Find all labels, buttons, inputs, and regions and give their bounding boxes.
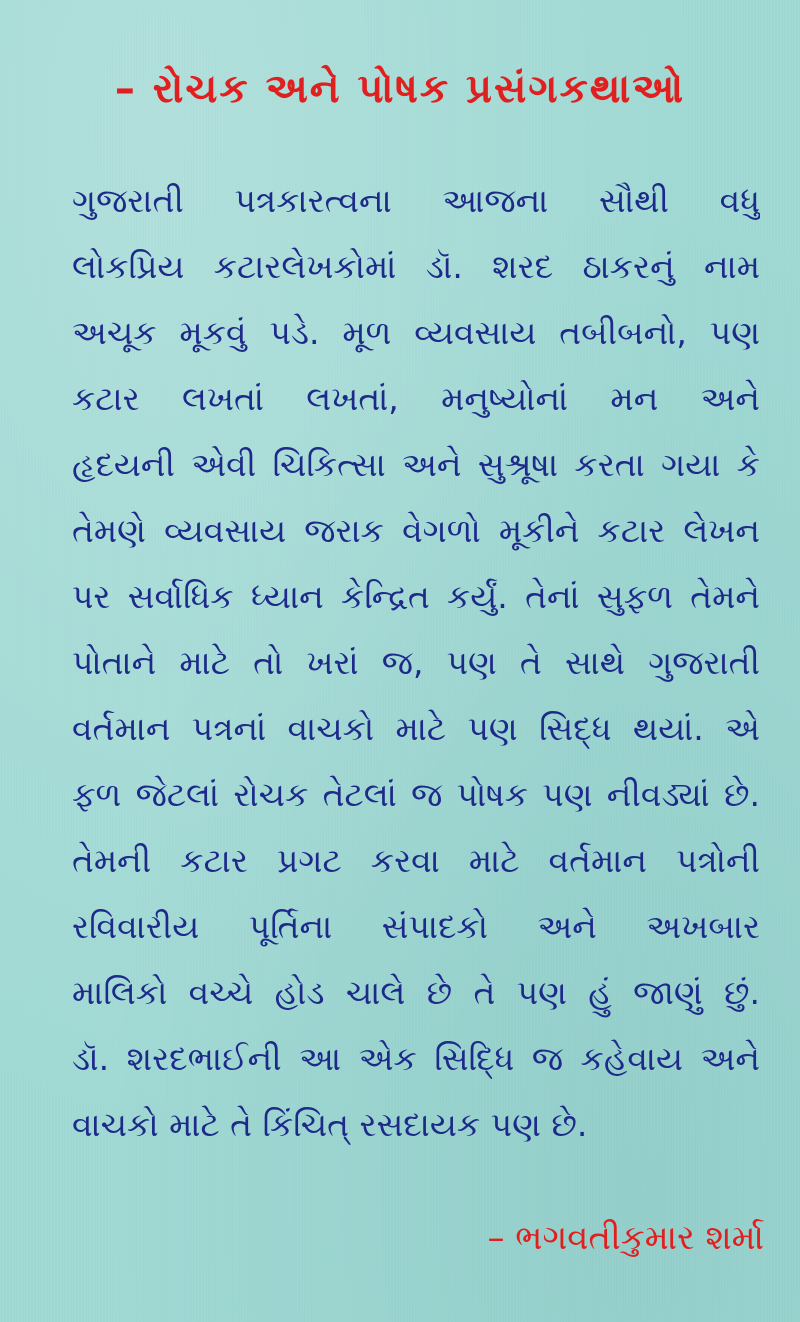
paragraph-line: પર સર્વાધિક ધ્યાન કેન્દ્રિત કર્યું. તેનાં સુફળ તેમને <box>72 577 760 616</box>
paragraph-line: કટાર લખતાં લખતાં, મનુષ્યોનાં મન અને <box>72 379 760 418</box>
paragraph-line: ફળ જેટલાં રોચક તેટલાં જ પોષક પણ નીવડ્યાં છે. <box>72 775 760 814</box>
blurb-paragraph <box>72 168 760 1158</box>
author-signature: – ભગવતીકુમાર શર્મા <box>487 1218 764 1258</box>
paragraph-line: અચૂક મૂકવું પડે. મૂળ વ્યવસાય તબીબનો, પણ <box>72 313 760 352</box>
paragraph-line: ડૉ. શરદભાઈની આ એક સિદ્ધિ જ કહેવાય અને <box>72 1039 760 1078</box>
page-heading: – રોચક અને પોષક પ્રસંગકથાઓ <box>114 66 686 112</box>
paragraph-line: વર્તમાન પત્રનાં વાચકો માટે પણ સિદ્ધ થયાં. એ <box>72 709 760 748</box>
paragraph-line: તેમણે વ્યવસાય જરાક વેગળો મૂકીને કટાર લેખન <box>72 511 760 550</box>
paragraph-line: તેમની કટાર પ્રગટ કરવા માટે વર્તમાન પત્રોની <box>72 841 760 880</box>
paragraph-line: પોતાને માટે તો ખરાં જ, પણ તે સાથે ગુજરાતી <box>72 643 760 682</box>
paragraph-line: વાચકો માટે તે કિંચિત્ રસદાયક પણ છે. <box>72 1105 588 1144</box>
paragraph-line: ગુજરાતી પત્રકારત્વના આજના સૌથી વધુ <box>72 181 760 220</box>
paragraph-line: માલિકો વચ્ચે હોડ ચાલે છે તે પણ હું જાણું છું. <box>72 973 760 1012</box>
paragraph-line: હૃદયની એવી ચિકિત્સા અને સુશ્રૂષા કરતા ગયા કે <box>72 445 760 484</box>
paragraph-line: રવિવારીય પૂર્તિના સંપાદકો અને અખબાર <box>72 907 760 946</box>
paragraph-line: લોકપ્રિય કટારલેખકોમાં ડૉ. શરદ ઠાકરનું નામ <box>72 247 760 286</box>
